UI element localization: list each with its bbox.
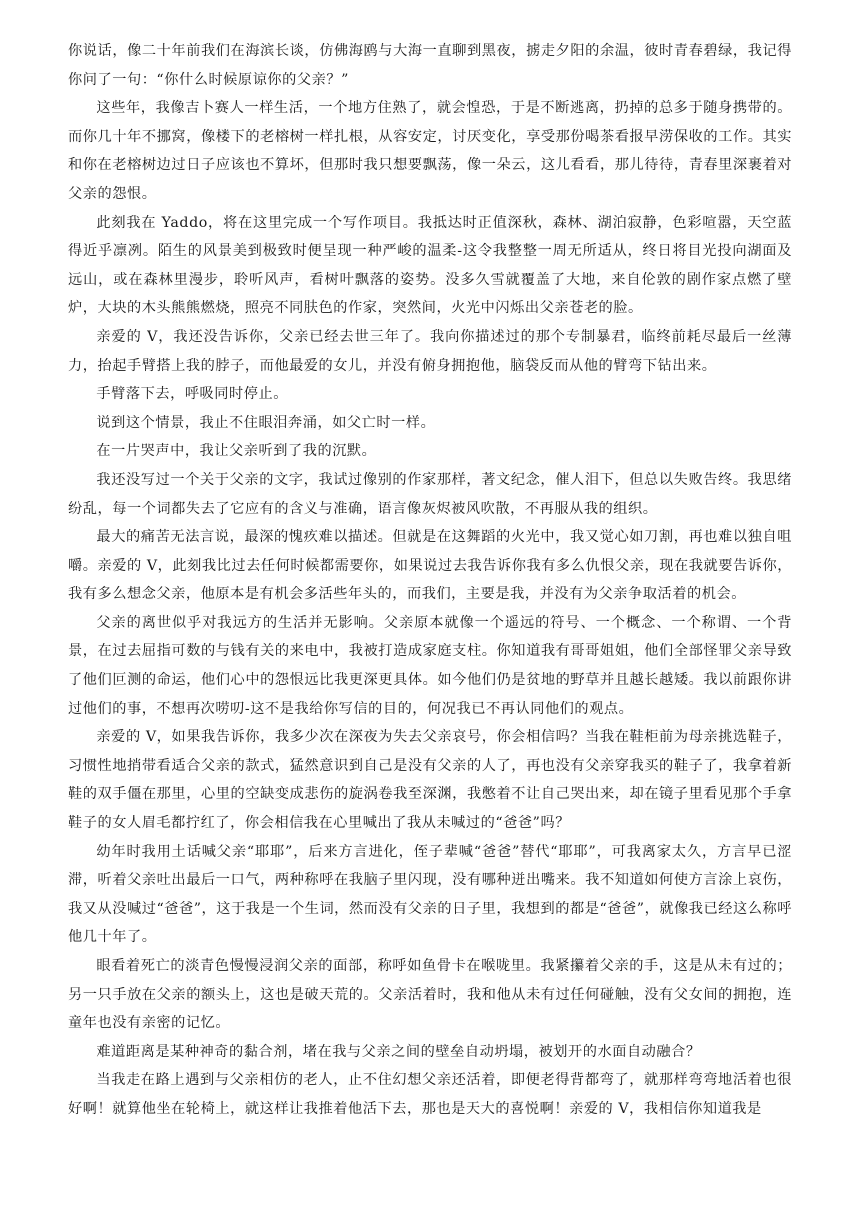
paragraph-8: 我还没写过一个关于父亲的文字，我试过像别的作家那样，著文纪念，催人泪下，但总以失败告终。我思绪纷乱，每一个词都失去了它应有的含义与准确，语言像灰烬被风吹散，不再服从我的组织。 — [68, 471, 792, 517]
paragraph-12: 幼年时我用土话喊父亲“耶耶”，后来方言进化，侄子辈喊“爸爸”替代“耶耶”，可我离家太久，方言早已涩滞，听着父亲吐出最后一口气，两种称呼在我脑子里闪现，没有哪种迸出嘴来。我不知道如何使方言涂上哀伤，我又从没喊过“爸爸”，这于我是一个生词，然而没有父亲的日子里，我想到的都是“爸爸”，就像我已经这么称呼他几十年了。 — [68, 843, 792, 946]
paragraph-11: 亲爱的 V，如果我告诉你，我多少次在深夜为失去父亲哀号，你会相信吗？当我在鞋柜前为母亲挑选鞋子，习惯性地捎带看适合父亲的款式，猛然意识到自己是没有父亲的人了，再也没有父亲穿我买的鞋子了，我拿着新鞋的双手僵在那里，心里的空缺变成悲伤的旋涡卷我至深渊，我憋着不让自己哭出来，却在镜子里看见那个手拿鞋子的女人眉毛都拧红了，你会相信我在心里喊出了我从未喊过的“爸爸”吗？ — [68, 729, 792, 832]
paragraph-10: 父亲的离世似乎对我远方的生活并无影响。父亲原本就像一个遥远的符号、一个概念、一个称谓、一个背景，在过去屈指可数的与钱有关的来电中，我被打造成家庭支柱。你知道我有哥哥姐姐，他们全部怪罪父亲导致了他们叵测的命运，他们心中的怨恨远比我更深更具体。如今他们仍是贫地的野草并且越长越矮。我以前跟你讲过他们的事，不想再次唠叨-这不是我给你写信的目的，何况我已不再认同他们的观点。 — [68, 614, 792, 717]
paragraph-1: 你说话，像二十年前我们在海滨长谈，仿佛海鸥与大海一直聊到黑夜，掳走夕阳的余温，彼时青春碧绿，我记得你问了一句：“你什么时候原谅你的父亲？” — [68, 43, 792, 88]
paragraph-15: 当我走在路上遇到与父亲相仿的老人，止不住幻想父亲还活着，即便老得背都弯了，就那样弯弯地活着也很好啊！就算他坐在轮椅上，就这样让我推着他活下去，那也是天大的喜悦啊！亲爱的 V，我相信你知道我是 — [68, 1072, 792, 1117]
paragraph-3: 此刻我在 Yaddo，将在这里完成一个写作项目。我抵达时正值深秋，森林、湖泊寂静，色彩喧嚣，天空蓝得近乎凛冽。陌生的风景美到极致时便呈现一种严峻的温柔-这令我整整一周无所适从，终日将目光投向湖面及远山，或在森林里漫步，聆听风声，看树叶飘落的姿势。没多久雪就覆盖了大地，来自伦敦的剧作家点燃了壁炉，大块的木头熊熊燃烧，照亮不同肤色的作家，突然间，火光中闪烁出父亲苍老的脸。 — [68, 214, 792, 317]
paragraph-2: 这些年，我像吉卜赛人一样生活，一个地方住熟了，就会惶恐，于是不断逃离，扔掉的总多于随身携带的。而你几十年不挪窝，像楼下的老榕树一样扎根，从容安定，讨厌变化，享受那份喝茶看报早涝保收的工作。其实和你在老榕树边过日子应该也不算坏，但那时我只想要飘荡，像一朵云，这儿看看，那儿待待，青春里深裹着对父亲的怨恨。 — [68, 100, 792, 202]
paragraph-7: 在一片哭声中，我让父亲听到了我的沉默。 — [96, 443, 377, 460]
paragraph-9: 最大的痛苦无法言说，最深的愧疚难以描述。但就是在这舞蹈的火光中，我又觉心如刀割，再也难以独自咀嚼。亲爱的 V，此刻我比过去任何时候都需要你，如果说过去我告诉你我有多么仇恨父亲，现在我就要告诉你，我有多么想念父亲，他原本是有机会多活些年头的，而我们，主要是我，并没有为父亲争取活着的机会。 — [68, 529, 792, 603]
paragraph-6: 说到这个情景，我止不住眼泪奔涌，如父亡时一样。 — [96, 414, 436, 431]
paragraph-13: 眼看着死亡的淡青色慢慢浸润父亲的面部，称呼如鱼骨卡在喉咙里。我紧攥着父亲的手，这是从未有过的；另一只手放在父亲的额头上，这也是破天荒的。父亲活着时，我和他从未有过任何碰触，没有父女间的拥抱，连童年也没有亲密的记忆。 — [68, 958, 792, 1032]
paragraph-4: 亲爱的 V，我还没告诉你，父亲已经去世三年了。我向你描述过的那个专制暴君，临终前耗尽最后一丝薄力，抬起手臂搭上我的脖子，而他最爱的女儿，并没有俯身拥抱他，脑袋反而从他的臂弯下钻出来。 — [68, 328, 792, 374]
paragraph-5: 手臂落下去，呼吸同时停止。 — [96, 386, 288, 403]
paragraph-14: 难道距离是某种神奇的黏合剂，堵在我与父亲之间的壁垒自动坍塌，被划开的水面自动融合？ — [96, 1043, 701, 1060]
